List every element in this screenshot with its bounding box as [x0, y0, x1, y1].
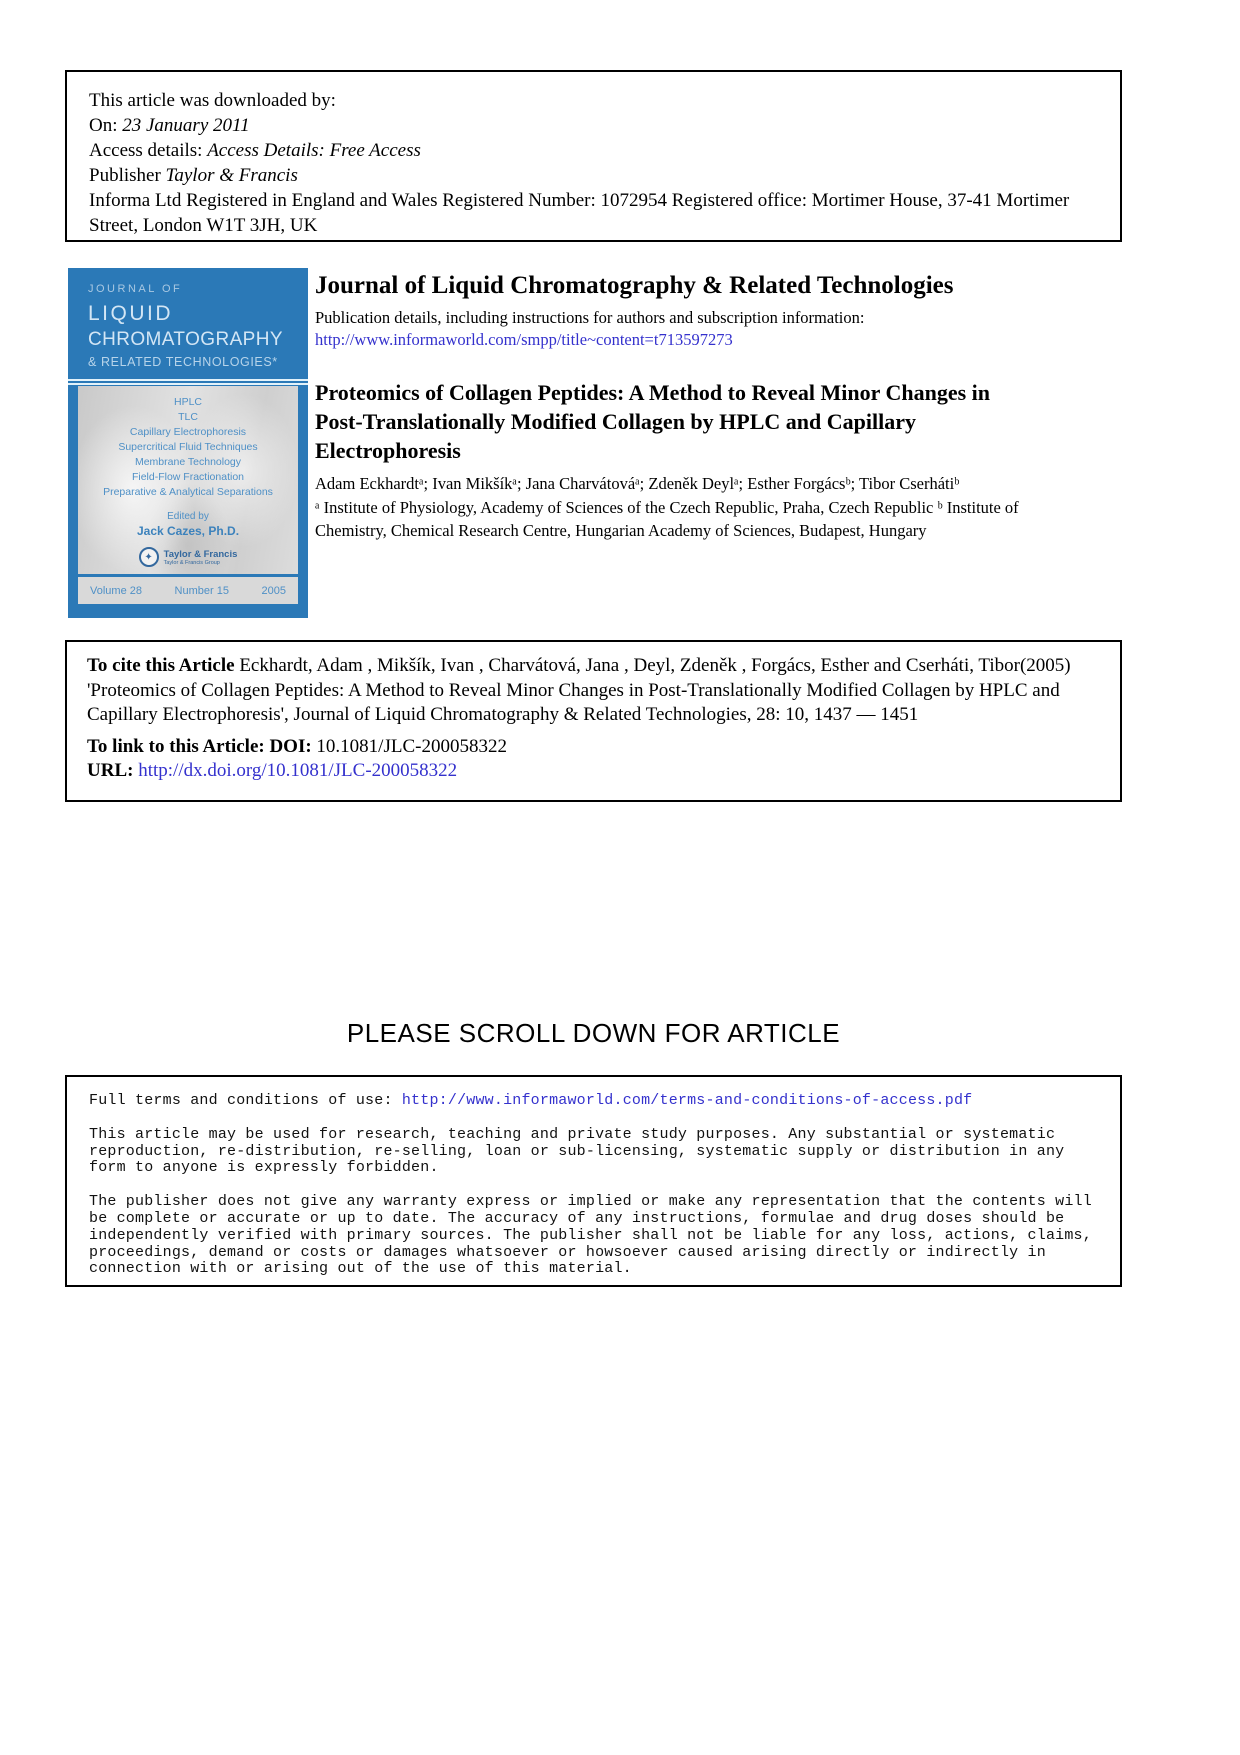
- doi-line: [87, 735, 1100, 760]
- scroll-down-notice: PLEASE SCROLL DOWN FOR ARTICLE: [346, 1018, 841, 1048]
- journal-cover-image: [68, 268, 308, 618]
- doi-value: 10.1081/JLC-200058322: [316, 735, 507, 757]
- cover-masthead: [68, 268, 308, 369]
- cover-topic: Membrane Technology: [134, 456, 242, 468]
- download-date-line: [89, 113, 1098, 138]
- taylor-francis-logo: [78, 547, 298, 567]
- journal-url-link[interactable]: http://www.informaworld.com/smpp/title~content=t713597273: [315, 330, 733, 349]
- cover-related-technologies: & RELATED TECHNOLOGIES*: [88, 355, 278, 369]
- cite-paragraph: [87, 654, 1100, 728]
- informa-registration-line: Informa Ltd Registered in England and Wales Registered Number: 1072954 Registered office: Mortimer House, 37-41 Mortimer Street, London W1T 3JH, UK: [89, 190, 1070, 236]
- cover-volume: Volume 28: [90, 584, 142, 597]
- full-terms-line: [89, 1093, 1098, 1110]
- terms-paragraph-usage: This article may be used for research, teaching and private study purposes. Any substantial or systematic reproduction, re-distribution, re-selling, loan or sub-licensing, systematic supply or distribution in any form to anyone is expressly forbidden.: [89, 1125, 1065, 1177]
- cover-journal-of: JOURNAL OF: [88, 283, 183, 295]
- url-label: URL:: [87, 760, 139, 781]
- cover-number: Number 15: [174, 584, 229, 597]
- journal-title: Journal of Liquid Chromatography & Related Technologies: [315, 272, 954, 299]
- full-terms-label: Full terms and conditions of use:: [89, 1092, 402, 1109]
- date-value: 23 January 2011: [122, 115, 250, 136]
- cover-topic: Capillary Electrophoresis: [129, 426, 247, 438]
- terms-box: [65, 1075, 1122, 1287]
- cover-topic: Field-Flow Fractionation: [131, 471, 245, 483]
- download-details-box: [65, 70, 1122, 242]
- date-label: On:: [89, 115, 123, 136]
- cover-topic: Preparative & Analytical Separations: [103, 486, 273, 498]
- doi-url-link[interactable]: http://dx.doi.org/10.1081/JLC-200058322: [138, 760, 458, 781]
- publisher-value: Taylor & Francis: [165, 165, 298, 186]
- cite-text: Eckhardt, Adam , Mikšík, Ivan , Charvátová, Jana , Deyl, Zdeněk , Forgács, Esther and Cserháti, Tibor(2005) 'Proteomics of Collagen Peptides: A Method to Reveal Minor Changes in Post-Translationally Modified Collagen by HPLC and Capillary Electrophoresis', Journal of Liquid Chromatography & Related Technologies, 28: 10, 1437 — 1451: [87, 655, 1071, 725]
- url-line: [87, 759, 1100, 784]
- access-details-line: [89, 138, 1098, 163]
- cover-edited-by: Edited by: [167, 511, 209, 522]
- cover-footer-strip: [78, 577, 298, 604]
- publication-details-text: Publication details, including instructions for authors and subscription information:: [315, 308, 865, 327]
- cover-topic: TLC: [178, 411, 198, 423]
- cover-chromatography: CHROMATOGRAPHY: [88, 329, 283, 350]
- article-title: Proteomics of Collagen Peptides: A Method to Reveal Minor Changes in Post-Translationally Modified Collagen by HPLC and Capillary Electrophoresis: [315, 380, 991, 463]
- publisher-line: [89, 163, 1098, 188]
- publisher-label: Publisher: [89, 165, 166, 186]
- cover-photo-area: [78, 386, 298, 574]
- cite-label: To cite this Article: [87, 655, 240, 676]
- taylor-francis-tagline: Taylor & Francis Group: [163, 559, 220, 566]
- cover-year: 2005: [261, 584, 286, 597]
- terms-url-link[interactable]: http://www.informaworld.com/terms-and-conditions-of-access.pdf: [401, 1092, 973, 1109]
- access-value: Access Details: Free Access: [207, 140, 421, 161]
- cover-topic: HPLC: [173, 396, 202, 408]
- taylor-francis-name: Taylor & Francis: [163, 548, 238, 560]
- cover-topic: Supercritical Fluid Techniques: [118, 441, 258, 453]
- cover-liquid: LIQUID: [88, 302, 174, 325]
- taylor-francis-logo-text: [164, 549, 238, 566]
- downloaded-by-line: This article was downloaded by:: [89, 90, 336, 111]
- taylor-francis-logo-icon: ✦: [139, 547, 159, 567]
- doi-label: To link to this Article: DOI:: [87, 735, 317, 757]
- article-authors: Adam Eckhardtᵃ; Ivan Mikšíkᵃ; Jana Charvátováᵃ; Zdeněk Deylᵃ; Esther Forgácsᵇ; Tibor Cserhátiᵇ: [315, 474, 960, 493]
- cover-editor-name: Jack Cazes, Ph.D.: [136, 524, 240, 538]
- access-label: Access details:: [89, 140, 208, 161]
- citation-box: [65, 640, 1122, 802]
- cover-divider-rule: [68, 378, 308, 386]
- terms-paragraph-warranty: The publisher does not give any warranty express or implied or make any representation that the contents will be complete or accurate or up to date. The accuracy of any instructions, formulae and drug doses should be independently verified with primary sources. The publisher shall not be liable for any loss, actions, claims, proceedings, demand or costs or damages whatsoever or howsoever caused arising directly or indirectly in connection with or arising out of the use of this material.: [89, 1193, 1092, 1278]
- journal-article-header: [315, 272, 1035, 542]
- article-affiliations: ᵃ Institute of Physiology, Academy of Sciences of the Czech Republic, Praha, Czech Republic ᵇ Institute of Chemistry, Chemical Research Centre, Hungarian Academy of Sciences, Budapest, Hungary: [315, 498, 1019, 540]
